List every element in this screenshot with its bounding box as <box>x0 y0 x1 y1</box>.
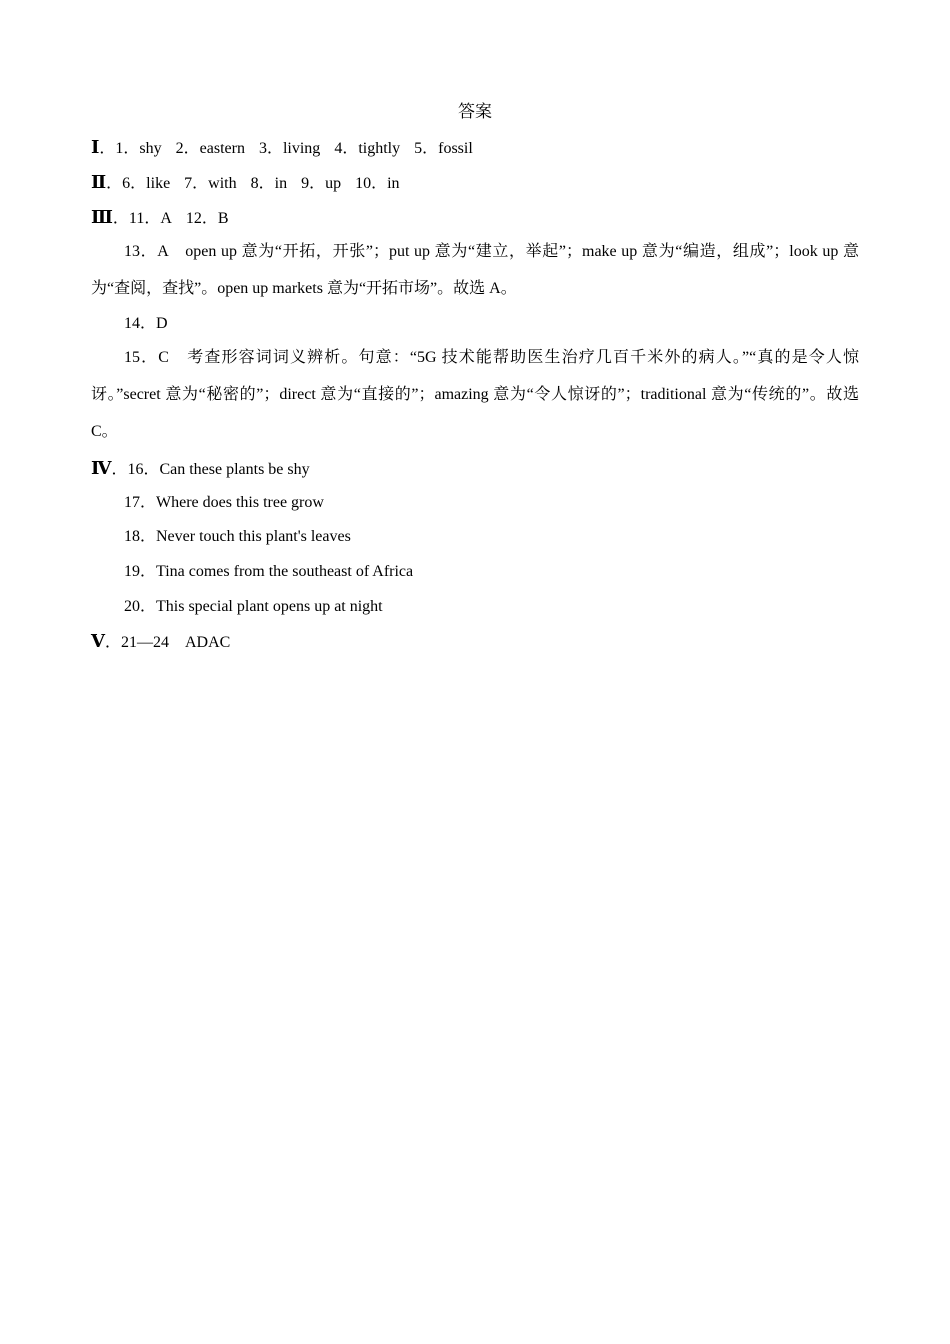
answer-21-24: ．21—24 ADAC <box>104 634 231 651</box>
section-5-numeral: Ⅴ <box>91 631 105 651</box>
section-4-line <box>91 456 861 482</box>
section-2-line <box>91 170 861 196</box>
answer-6: ．6．like <box>106 175 171 192</box>
section-1-line <box>91 135 861 161</box>
answer-4: 4．tightly <box>334 140 401 157</box>
section-5-line <box>91 629 861 655</box>
section-1-numeral: Ⅰ <box>91 137 100 157</box>
answer-13-explanation: 13．A open up 意为“开拓，开张”；put up 意为“建立，举起”；make up 意为“编造，组成”；look up 意为“查阅，查找”。open up markets 意为“开拓市场”。故选 A。 <box>91 243 859 297</box>
answer-5: 5．fossil <box>414 140 473 157</box>
answer-8: 8．in <box>250 175 288 192</box>
answer-16: ．16．Can these plants be shy <box>111 461 310 478</box>
answer-20: 20．This special plant opens up at night <box>124 598 383 615</box>
answer-12: 12．B <box>185 210 229 227</box>
answer-10: 10．in <box>355 175 400 192</box>
answer-19: 19．Tina comes from the southeast of Africa <box>124 563 414 580</box>
answer-9: 9．up <box>301 175 342 192</box>
answer-2: 2．eastern <box>175 140 245 157</box>
section-3-numeral: Ⅲ <box>91 207 113 227</box>
answer-7: 7．with <box>184 175 237 192</box>
answer-15-explanation: 15．C 考查形容词词义辨析。句意：“5G 技术能帮助医生治疗几百千米外的病人。”“真的是令人惊讶。”secret 意为“秘密的”；direct 意为“直接的”；amazing 意为“令人惊讶的”；traditional 意为“传统的”。故选 C。 <box>91 349 859 440</box>
answer-18: 18．Never touch this plant's leaves <box>124 528 351 545</box>
answer-3: 3．living <box>258 140 321 157</box>
answer-1: ．1．shy <box>99 140 162 157</box>
answer-17: 17．Where does this tree grow <box>124 494 324 511</box>
page-title: 答案 <box>458 102 492 121</box>
section-3-line <box>91 205 861 231</box>
answer-14: 14．D <box>124 315 168 332</box>
answer-11: ．11．A <box>112 210 172 227</box>
section-4-numeral: Ⅳ <box>91 458 112 478</box>
section-2-numeral: Ⅱ <box>91 172 107 192</box>
